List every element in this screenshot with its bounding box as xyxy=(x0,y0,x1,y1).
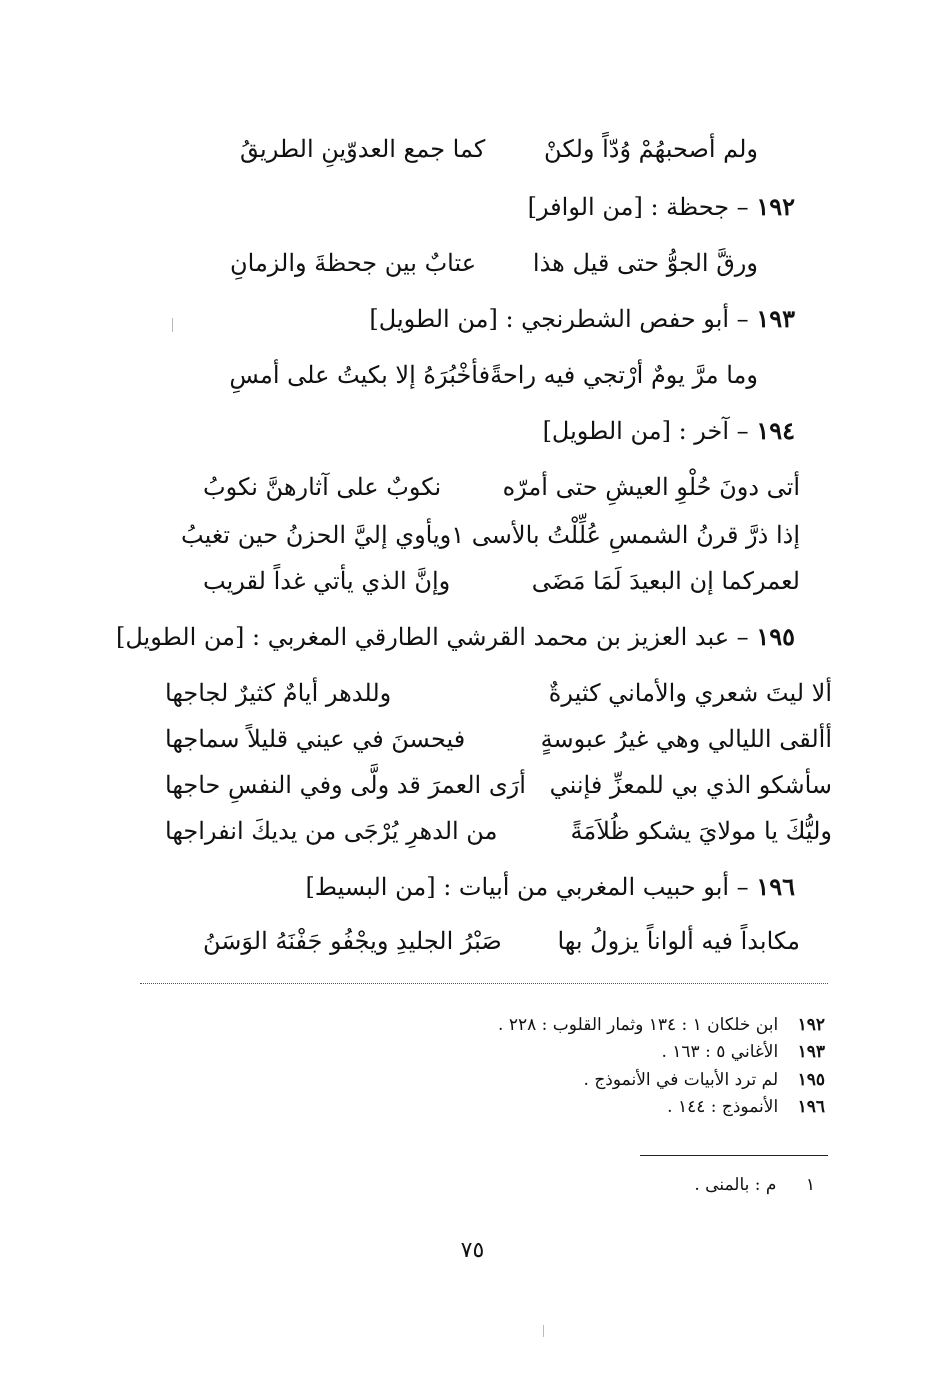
source-footnote xyxy=(667,1094,825,1120)
poem-number: ١٩٦ xyxy=(756,872,795,901)
second-hemistich: ويأوي إليَّ الحزنُ حين تغيبُ xyxy=(181,521,452,549)
second-hemistich: من الدهرِ يُرْجَى من يديكَ انفراجها xyxy=(165,817,498,845)
verse-line xyxy=(229,358,758,392)
verse-line xyxy=(181,518,800,552)
poem-number: ١٩٣ xyxy=(756,304,795,333)
verse-line xyxy=(230,246,758,280)
scan-mark xyxy=(543,1325,544,1337)
source-footnote xyxy=(498,1012,825,1038)
poem-heading xyxy=(543,414,795,448)
verse-line xyxy=(203,470,800,504)
poem-number: ١٩٢ xyxy=(756,192,795,221)
poem-attribution: – أبو حبيب المغربي من أبيات : [من البسيط] xyxy=(305,873,749,901)
verse-line xyxy=(203,924,800,958)
verse-line xyxy=(165,722,832,756)
poem-attribution: – جحظة : [من الوافر] xyxy=(527,193,749,221)
verse-line xyxy=(240,132,758,166)
verse-line xyxy=(165,768,832,802)
poem-heading xyxy=(116,620,795,654)
verse-line xyxy=(203,564,800,598)
footnote-number: ١٩٦ xyxy=(797,1097,825,1117)
first-hemistich: سأشكو الذي بي للمعزِّ فإنني xyxy=(549,771,832,799)
poem-heading xyxy=(528,190,795,224)
second-hemistich: صَبْرُ الجليدِ ويجْفُو جَفْنَهُ الوَسَنُ xyxy=(203,927,502,955)
poem-attribution: – عبد العزيز بن محمد القرشي الطارقي المغربي : [من الطويل] xyxy=(116,623,749,651)
scan-mark xyxy=(172,318,173,332)
second-hemistich: عتابٌ بين جحظةَ والزمانِ xyxy=(230,249,477,277)
poem-number: ١٩٤ xyxy=(756,416,795,445)
first-hemistich: ألا ليتَ شعري والأماني كثيرةٌ xyxy=(548,679,832,707)
first-hemistich: لعمركما إن البعيدَ لَمَا مَضَى xyxy=(531,567,800,595)
footnote-text: الأغاني ٥ : ١٦٣ . xyxy=(661,1042,779,1062)
footnote-number: ١٩٥ xyxy=(797,1070,825,1090)
verse-line xyxy=(165,814,832,848)
second-hemistich: فأخْبُرَهُ إلا بكيتُ على أمسِ xyxy=(229,361,491,389)
first-hemistich: مكابداً فيه ألواناً يزولُ بها xyxy=(557,927,800,955)
variant-note xyxy=(694,1172,815,1198)
second-hemistich: وللدهر أيامٌ كثيرٌ لجاجها xyxy=(165,679,392,707)
poem-attribution: – أبو حفص الشطرنجي : [من الطويل] xyxy=(369,305,749,333)
second-hemistich: نكوبٌ على آثارهنَّ نكوبُ xyxy=(203,473,442,501)
footnote-separator xyxy=(140,983,828,984)
second-hemistich: كما جمع العدوّينِ الطريقُ xyxy=(240,135,486,163)
footnote-number: ١٩٣ xyxy=(797,1042,825,1062)
second-hemistich: فيحسنَ في عيني قليلاً سماجها xyxy=(165,725,466,753)
first-hemistich: ولم أصحبهُمْ وُدّاً ولكنْ xyxy=(544,135,758,163)
second-hemistich: أرَى العمرَ قد ولَّى وفي النفسِ حاجها xyxy=(165,771,526,799)
source-footnote xyxy=(584,1067,825,1093)
variant-note-text: م : بالمنى . xyxy=(694,1175,777,1195)
first-hemistich: أألقى الليالي وهي غيرُ عبوسةٍ xyxy=(540,725,832,753)
variant-note-separator xyxy=(640,1155,828,1156)
first-hemistich: وليُّكَ يا مولايَ يشكو ظُلاَمَةً xyxy=(570,817,832,845)
verse-line xyxy=(165,676,832,710)
footnote-text: ابن خلكان ١ : ١٣٤ وثمار القلوب : ٢٢٨ . xyxy=(498,1015,779,1035)
footnote-text: لم ترد الأبيات في الأنموذج . xyxy=(583,1070,779,1090)
first-hemistich: ورقَّ الجوُّ حتى قيل هذا xyxy=(532,249,758,277)
variant-note-number: ١ xyxy=(805,1175,815,1195)
poem-attribution: – آخر : [من الطويل] xyxy=(542,417,749,445)
poem-heading xyxy=(369,302,795,336)
poem-number: ١٩٥ xyxy=(756,622,795,651)
first-hemistich: وما مرَّ يومٌ أرْتجي فيه راحةً xyxy=(490,361,758,389)
second-hemistich: وإنَّ الذي يأتي غداً لقريب xyxy=(203,567,451,595)
page-number: ٧٥ xyxy=(460,1238,485,1263)
poem-heading xyxy=(305,870,795,904)
first-hemistich: أتى دونَ حُلْوِ العيشِ حتى أمرّه xyxy=(502,473,800,501)
first-hemistich: إذا ذرَّ قرنُ الشمسِ عُلِّلْتُ بالأسى ١ xyxy=(451,521,800,549)
footnote-number: ١٩٢ xyxy=(797,1015,825,1035)
source-footnote xyxy=(661,1039,825,1065)
footnote-text: الأنموذج : ١٤٤ . xyxy=(667,1097,779,1117)
